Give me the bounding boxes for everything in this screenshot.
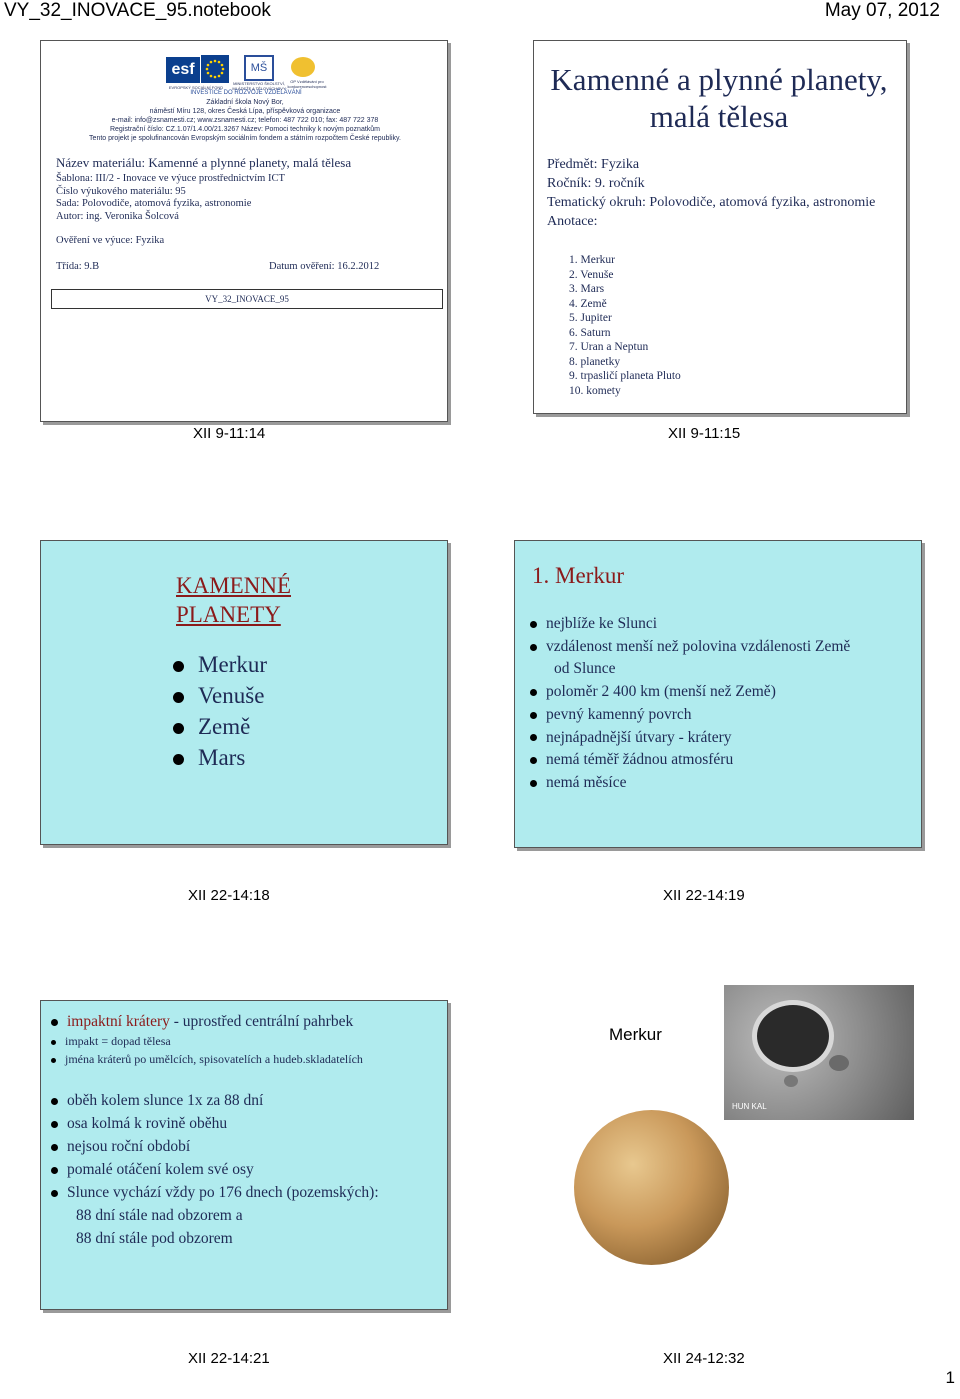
- list-item: 6. Saturn: [569, 326, 611, 339]
- msmt-caption: MINISTERSTVO ŠKOLSTVÍ, MLÁDEŽE A TĚLOVÝCHOVY: [232, 81, 286, 91]
- notebook-title: VY_32_INOVACE_95.notebook: [4, 0, 271, 21]
- detail-line: Autor: ing. Veronika Šolcová: [56, 210, 179, 222]
- crater-icon: [752, 1000, 834, 1072]
- mercury-planet-image: [574, 1110, 729, 1265]
- school-line: e-mail: info@zsnamesti.cz; www.zsnamesti.cz; telefon: 487 722 010; fax: 487 722 378: [111, 117, 379, 124]
- list-item: impakt = dopad tělesa: [51, 1032, 446, 1050]
- material-code-box: VY_32_INOVACE_95: [51, 289, 443, 309]
- slide-caption: XII 9-11:14: [193, 425, 266, 442]
- slide-heading: Merkur: [609, 1025, 662, 1044]
- list-item-continuation: od Slunce: [554, 660, 616, 678]
- slide-merkur-images[interactable]: [514, 965, 934, 1285]
- esf-logo: esf: [166, 57, 200, 83]
- list-item: nemá téměř žádnou atmosféru: [530, 749, 850, 772]
- topic-list: [569, 253, 681, 398]
- slide-merkur-facts[interactable]: [514, 540, 922, 848]
- list-item: 7. Uran a Neptun: [569, 341, 649, 353]
- list-item-continuation: 88 dní stále nad obzorem a: [76, 1207, 243, 1224]
- list-item: pomalé otáčení kolem své osy: [51, 1158, 379, 1181]
- list-item: 9. trpasličí planeta Pluto: [569, 370, 681, 382]
- list-item: osa kolmá k rovině oběhu: [51, 1112, 379, 1135]
- list-item-continuation: 88 dní stále pod obzorem: [76, 1230, 233, 1247]
- small-crater-icon: [829, 1055, 849, 1071]
- list-item: oběh kolem slunce 1x za 88 dní: [51, 1089, 379, 1112]
- slide-caption: XII 24-12:32: [663, 1350, 745, 1367]
- material-name: Název materiálu: Kamenné a plynné planety, malá tělesa: [56, 155, 352, 170]
- slide-heading: [176, 571, 291, 629]
- slide-title-page[interactable]: [40, 40, 448, 422]
- notebook-date: May 07, 2012: [824, 0, 940, 21]
- detail-line: Šablona: III/2 - Inovace ve výuce prostřednictvím ICT: [56, 173, 285, 184]
- list-item: Merkur: [173, 649, 267, 680]
- anotace-text: Anotace:: [547, 214, 598, 229]
- school-line: náměstí Míru 128, okres Česká Lípa, příspěvková organizace: [149, 108, 341, 115]
- investice-text: INVESTICE DO ROZVOJE VZDĚLÁVÁNÍ: [190, 90, 302, 96]
- list-item: nemá měsíce: [530, 772, 850, 795]
- slide-heading: 1. Merkur: [532, 563, 624, 588]
- crater-label: HUN KAL: [732, 1102, 767, 1111]
- material-details: [56, 173, 285, 223]
- list-item: nejblíže ke Slunci: [530, 613, 850, 636]
- school-line: Základní škola Nový Bor,: [206, 99, 284, 106]
- datum-text: Datum ověření: 16.2.2012: [269, 261, 380, 272]
- school-line: Registrační číslo: CZ.1.07/1.4.00/21.3267 Název: Pomoci techniky k novým poznatkům: [109, 126, 381, 133]
- detail-line: Sada: Polovodiče, atomová fyzika, astronomie: [56, 198, 252, 209]
- annotation-info: [547, 155, 897, 231]
- crater-photo: [724, 985, 914, 1120]
- list-item: Země: [173, 711, 267, 742]
- slide-caption: XII 22-14:19: [663, 887, 745, 904]
- slide-rocky-planets[interactable]: [40, 540, 448, 845]
- trida-text: Třída: 9.B: [56, 261, 100, 272]
- fact-list: [530, 613, 850, 795]
- heading-line: KAMENNÉ: [176, 573, 291, 598]
- list-item: 4. Země: [569, 297, 607, 310]
- list-item: 3. Mars: [569, 283, 605, 295]
- slide-annotation[interactable]: [533, 40, 907, 414]
- slide-caption: XII 9-11:15: [668, 425, 741, 442]
- esf-caption: EVROPSKÝ SOCIÁLNÍ FOND: [168, 85, 224, 90]
- list-item: Mars: [173, 742, 267, 773]
- list-item: nejsou roční období: [51, 1135, 379, 1158]
- list-item: jména kráterů po umělcích, spisovatelích a hudeb.skladatelích: [51, 1050, 446, 1068]
- list-item: impaktní krátery - uprostřed centrální pahrbek: [51, 1011, 446, 1032]
- msmt-logo-icon: MŠ: [244, 55, 274, 81]
- page-number: 1: [945, 1368, 955, 1387]
- school-line: Tento projekt je spolufinancován Evropským sociálním fondem a státním rozpočtem České republiky.: [89, 135, 401, 142]
- list-item: Slunce vychází vždy po 176 dnech (pozemských):: [51, 1181, 379, 1204]
- list-item: pevný kamenný povrch: [530, 704, 850, 727]
- list-item: 1. Merkur: [569, 254, 615, 266]
- okruh-text: Tematický okruh: Polovodiče, atomová fyzika, astronomie: [547, 195, 876, 210]
- planet-list: [173, 649, 267, 773]
- op-caption: OP Vzdělávání pro konkurenceschopnost: [287, 79, 327, 89]
- list-item: 10. komety: [569, 384, 621, 397]
- detail-line: Číslo výukového materiálu: 95: [56, 185, 186, 197]
- list-item: nejnápadnější útvary - krátery: [530, 727, 850, 750]
- rocnik-text: Ročník: 9. ročník: [547, 176, 645, 191]
- overeni-text: Ověření ve výuce: Fyzika: [56, 235, 165, 246]
- predmet-text: Předmět: Fyzika: [547, 157, 640, 172]
- slide-caption: XII 22-14:21: [188, 1350, 270, 1367]
- list-item: 8. planetky: [569, 355, 621, 368]
- slide-caption: XII 22-14:18: [188, 887, 270, 904]
- eu-flag-icon: [201, 55, 229, 83]
- list-item: Venuše: [173, 680, 267, 711]
- list-item: 5. Jupiter: [569, 312, 612, 324]
- orbit-list: [51, 1089, 379, 1250]
- slide-merkur-orbit[interactable]: [40, 1000, 448, 1310]
- crater-list: [51, 1011, 446, 1068]
- small-crater-icon: [784, 1075, 798, 1087]
- school-info: [41, 98, 449, 143]
- slide-heading: Kamenné a plynné planety, malá tělesa: [550, 62, 888, 134]
- heading-line: PLANETY: [176, 602, 281, 627]
- list-item: vzdálenost menší než polovina vzdálenosti Země: [530, 636, 850, 659]
- op-logo-icon: [291, 57, 315, 77]
- list-item: 2. Venuše: [569, 268, 614, 281]
- list-item: poloměr 2 400 km (menší než Země): [530, 681, 850, 704]
